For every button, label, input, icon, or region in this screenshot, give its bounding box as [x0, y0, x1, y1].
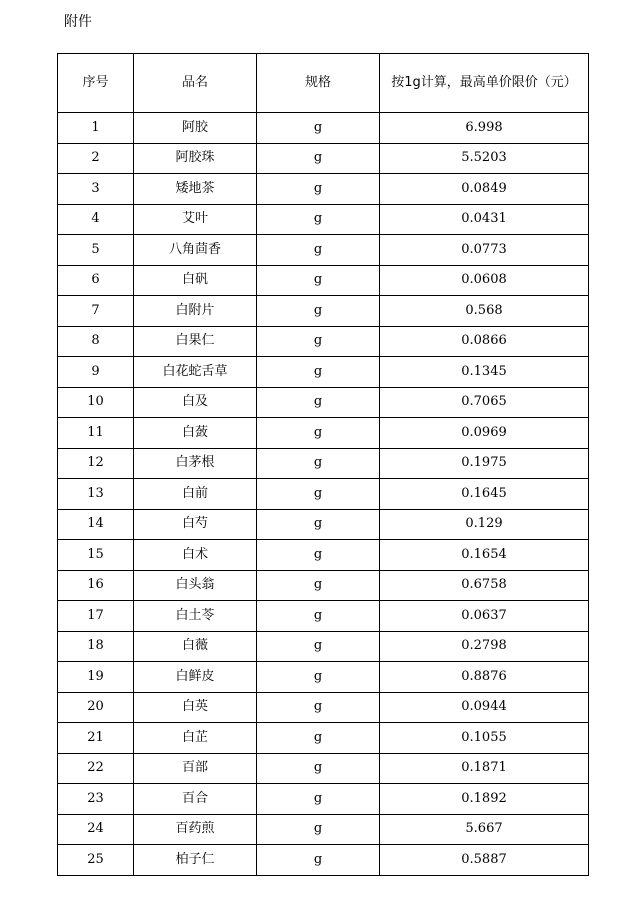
cell-product-name: 白术 — [134, 540, 257, 571]
cell-max-unit-price: 0.1892 — [380, 784, 589, 815]
cell-product-name: 白土苓 — [134, 601, 257, 632]
cell-specification: g — [257, 448, 380, 479]
cell-serial-number: 24 — [58, 814, 134, 845]
cell-specification: g — [257, 540, 380, 571]
cell-max-unit-price: 0.0431 — [380, 204, 589, 235]
table-row — [58, 296, 589, 327]
cell-serial-number: 4 — [58, 204, 134, 235]
cell-serial-number: 16 — [58, 570, 134, 601]
header-specification: 规格 — [257, 54, 380, 113]
table-row — [58, 723, 589, 754]
cell-specification: g — [257, 784, 380, 815]
cell-max-unit-price: 0.0773 — [380, 235, 589, 266]
cell-max-unit-price: 6.998 — [380, 113, 589, 144]
table-row — [58, 265, 589, 296]
cell-max-unit-price: 5.5203 — [380, 143, 589, 174]
cell-serial-number: 14 — [58, 509, 134, 540]
cell-specification: g — [257, 814, 380, 845]
cell-product-name: 艾叶 — [134, 204, 257, 235]
cell-max-unit-price: 0.568 — [380, 296, 589, 327]
cell-max-unit-price: 0.129 — [380, 509, 589, 540]
cell-serial-number: 15 — [58, 540, 134, 571]
cell-product-name: 白及 — [134, 387, 257, 418]
table-row — [58, 540, 589, 571]
cell-product-name: 阿胶 — [134, 113, 257, 144]
table-row — [58, 601, 589, 632]
table-row — [58, 387, 589, 418]
table-header-row — [58, 54, 589, 113]
cell-product-name: 白附片 — [134, 296, 257, 327]
cell-max-unit-price: 0.1654 — [380, 540, 589, 571]
cell-specification: g — [257, 479, 380, 510]
cell-serial-number: 12 — [58, 448, 134, 479]
cell-specification: g — [257, 601, 380, 632]
cell-product-name: 百合 — [134, 784, 257, 815]
table-row — [58, 509, 589, 540]
cell-max-unit-price: 0.0849 — [380, 174, 589, 205]
table-row — [58, 204, 589, 235]
cell-product-name: 柏子仁 — [134, 845, 257, 876]
table-row — [58, 143, 589, 174]
cell-specification: g — [257, 509, 380, 540]
cell-max-unit-price: 0.0944 — [380, 692, 589, 723]
cell-product-name: 白英 — [134, 692, 257, 723]
cell-product-name: 白花蛇舌草 — [134, 357, 257, 388]
cell-serial-number: 7 — [58, 296, 134, 327]
cell-product-name: 白薇 — [134, 631, 257, 662]
cell-product-name: 百药煎 — [134, 814, 257, 845]
cell-serial-number: 23 — [58, 784, 134, 815]
document-heading: 附件 — [64, 14, 92, 30]
table-row — [58, 692, 589, 723]
header-serial-number: 序号 — [58, 54, 134, 113]
cell-serial-number: 5 — [58, 235, 134, 266]
cell-max-unit-price: 0.0637 — [380, 601, 589, 632]
table-body — [58, 113, 589, 876]
table-row — [58, 570, 589, 601]
cell-product-name: 八角茴香 — [134, 235, 257, 266]
cell-max-unit-price: 0.1975 — [380, 448, 589, 479]
cell-max-unit-price: 5.667 — [380, 814, 589, 845]
cell-product-name: 白前 — [134, 479, 257, 510]
table-row — [58, 784, 589, 815]
cell-product-name: 阿胶珠 — [134, 143, 257, 174]
cell-product-name: 白矾 — [134, 265, 257, 296]
cell-product-name: 白鲜皮 — [134, 662, 257, 693]
cell-serial-number: 3 — [58, 174, 134, 205]
cell-specification: g — [257, 753, 380, 784]
cell-product-name: 白果仁 — [134, 326, 257, 357]
table-row — [58, 113, 589, 144]
cell-serial-number: 2 — [58, 143, 134, 174]
cell-serial-number: 8 — [58, 326, 134, 357]
cell-max-unit-price: 0.5887 — [380, 845, 589, 876]
cell-max-unit-price: 0.2798 — [380, 631, 589, 662]
cell-max-unit-price: 0.8876 — [380, 662, 589, 693]
cell-specification: g — [257, 296, 380, 327]
cell-max-unit-price: 0.0969 — [380, 418, 589, 449]
cell-max-unit-price: 0.1345 — [380, 357, 589, 388]
cell-specification: g — [257, 326, 380, 357]
cell-product-name: 白茅根 — [134, 448, 257, 479]
cell-max-unit-price: 0.1645 — [380, 479, 589, 510]
cell-serial-number: 9 — [58, 357, 134, 388]
cell-specification: g — [257, 692, 380, 723]
cell-product-name: 白芷 — [134, 723, 257, 754]
table-row — [58, 174, 589, 205]
cell-specification: g — [257, 174, 380, 205]
cell-specification: g — [257, 723, 380, 754]
table-row — [58, 662, 589, 693]
table-row — [58, 357, 589, 388]
cell-max-unit-price: 0.0866 — [380, 326, 589, 357]
cell-serial-number: 20 — [58, 692, 134, 723]
header-max-unit-price: 按1g计算，最高单价限价（元） — [380, 54, 589, 113]
cell-serial-number: 25 — [58, 845, 134, 876]
cell-max-unit-price: 0.1055 — [380, 723, 589, 754]
cell-max-unit-price: 0.0608 — [380, 265, 589, 296]
cell-max-unit-price: 0.7065 — [380, 387, 589, 418]
table-row — [58, 448, 589, 479]
cell-serial-number: 10 — [58, 387, 134, 418]
header-product-name: 品名 — [134, 54, 257, 113]
cell-specification: g — [257, 570, 380, 601]
cell-max-unit-price: 0.1871 — [380, 753, 589, 784]
table-row — [58, 326, 589, 357]
cell-serial-number: 18 — [58, 631, 134, 662]
cell-serial-number: 17 — [58, 601, 134, 632]
table-row — [58, 479, 589, 510]
cell-specification: g — [257, 113, 380, 144]
table-row — [58, 235, 589, 266]
table-row — [58, 418, 589, 449]
cell-product-name: 百部 — [134, 753, 257, 784]
cell-serial-number: 21 — [58, 723, 134, 754]
cell-product-name: 白蔹 — [134, 418, 257, 449]
table-row — [58, 845, 589, 876]
cell-serial-number: 1 — [58, 113, 134, 144]
cell-specification: g — [257, 265, 380, 296]
cell-specification: g — [257, 204, 380, 235]
cell-specification: g — [257, 143, 380, 174]
cell-serial-number: 13 — [58, 479, 134, 510]
price-limit-table — [57, 53, 589, 876]
cell-serial-number: 19 — [58, 662, 134, 693]
cell-serial-number: 11 — [58, 418, 134, 449]
cell-serial-number: 22 — [58, 753, 134, 784]
cell-product-name: 白芍 — [134, 509, 257, 540]
table-row — [58, 814, 589, 845]
cell-specification: g — [257, 357, 380, 388]
cell-specification: g — [257, 387, 380, 418]
cell-specification: g — [257, 845, 380, 876]
cell-specification: g — [257, 418, 380, 449]
cell-specification: g — [257, 662, 380, 693]
table-row — [58, 631, 589, 662]
table-row — [58, 753, 589, 784]
cell-product-name: 白头翁 — [134, 570, 257, 601]
cell-specification: g — [257, 631, 380, 662]
cell-serial-number: 6 — [58, 265, 134, 296]
cell-product-name: 矮地茶 — [134, 174, 257, 205]
cell-max-unit-price: 0.6758 — [380, 570, 589, 601]
cell-specification: g — [257, 235, 380, 266]
